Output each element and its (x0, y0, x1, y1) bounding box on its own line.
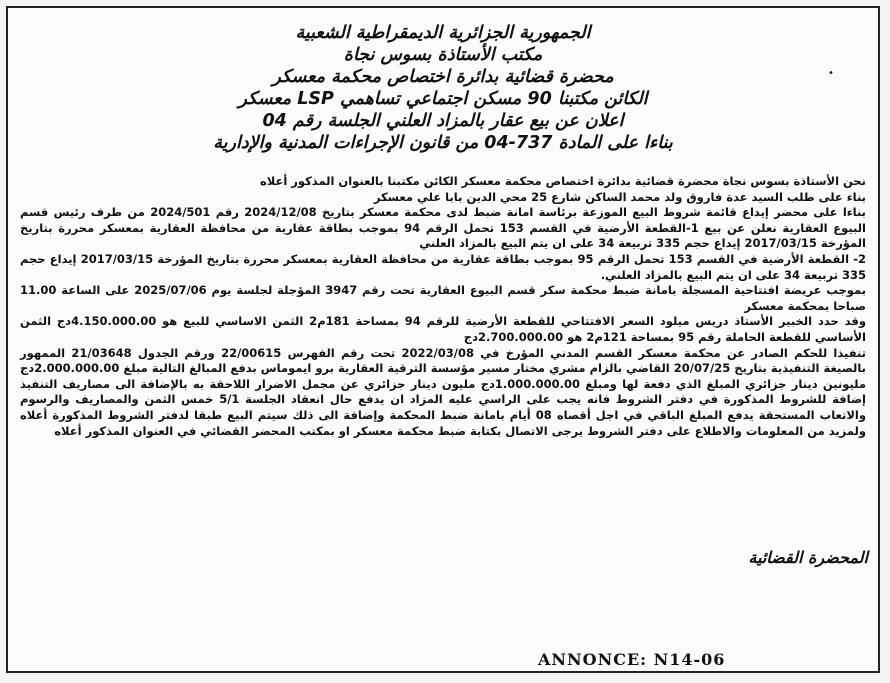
body-paragraph-valuation: وقد حدد الخبير الأستاذ دريس ميلود السعر الافتتاحي للقطعة الأرضية للرقم 94 بمساحة 181م2 الثمن الاساسي للبيع هو 4.150.000.00دج الثمن الأساسي للقطعة الحاملة رقم 95 بمساحة 121م2 هو 2.700.000.00دج (20, 314, 866, 344)
header-office: مكتب الأستاذة بسوس نجاة (343, 45, 543, 65)
header-legal-basis: بناءا على المادة 737-04 من قانون الإجراءات المدنية والإدارية (213, 133, 673, 153)
body-paragraph-intro: نحن الأستاذة بسوس نجاة محضرة قضائية بدائرة اختصاص محكمة معسكر الكائن مكتبنا بالعنوان المذكور أعلاه (259, 174, 866, 188)
announcement-header (8, 22, 878, 154)
annonce-reference: ANNONCE: N14-06 (538, 650, 726, 669)
header-bailiff-jurisdiction: محضرة قضائية بدائرة اختصاص محكمة معسكر (272, 67, 614, 87)
body-paragraph-lot-2: 2- القطعة الأرضية في القسم 153 تحمل الرقم 95 بموجب بطاقة عقارية من محافظة العقارية بمعسكر محررة بتاريخ المؤرخة 2017/03/15 إيداع حجم 335 تربيعة 34 على ان يتم البيع بالمزاد العلني. (20, 251, 866, 282)
body-paragraph-request: بناء على طلب السيد عدة فاروق ولد محمد الساكن شارع 25 محي الدين بابا علي معسكر (373, 189, 866, 204)
body-paragraph-hearing: بموجب عريضة افتتاحية المسجلة بامانة ضبط محكمة سكر قسم البيوع العقارية تحت رقم 3947 المؤجلة لجلسة يوم 2025/07/06 على الساعة 11.00 صباحا بمحكمة معسكر (20, 283, 867, 313)
header-republic: الجمهورية الجزائرية الديمقراطية الشعبية (295, 23, 591, 43)
body-paragraph-judgment: تنفيذا للحكم الصادر عن محكمة معسكر القسم المدني المؤرخ في 2022/03/08 تحت رقم الفهرس 22/00615 ورقم الجدول 21/03648 الممهور بالصيغة التنفيذية بتاريخ 20/07/25 القاضي بالزام مشري مختار مسير مؤسسة الترقية العقارية برو ايموماس بدفع المبالغ التالية مبلغ 2.000.000.00دج مليونين دينار جزائري المبلغ الذي دفعة لها ومبلغ 1.000.000.00دج مليون دينار جزائري عن مجمل الاضرار اللاحقة به بالإضافة الى مصاريف التنفيذ إضافة للشروط المذكورة في دفتر الشروط فانه يجب على الراسي عليه المزاد ان يدفع حال انعقاد الجلسة 5/1 خمس الثمن والمصاريف والرسوم والاتعاب المستحقة يدفع المبلغ الباقي في اجل أقصاه 08 أيام بامانة ضبط المحكمة وإضافة الى ذلك سيتم البيع طبقا لدفتر الشروط المذكورة أعلاه ولمزيد من المعلومات والاطلاع على دفتر الشروط يرجى الاتصال بكتابة ضبط محكمة معسكر او بمكتب المحضر القضائي في العنوان المذكور أعلاه (20, 345, 866, 438)
bailiff-signature: المحضرة القضائية (748, 548, 868, 567)
announcement-frame (6, 6, 880, 673)
stray-dot: • (828, 68, 834, 79)
header-office-address: الكائن مكتبنا 90 مسكن اجتماعي تساهمي LSP معسكر (238, 89, 648, 109)
body-paragraph-lot-1: بناءا على محضر إيداع قائمة شروط البيع الموزعة برئاسة امانة ضبط لدى محكمة معسكر بتاريخ 2024/12/08 رقم 2024/501 من طرف رئيس قسم البيوع العقارية نعلن عن بيع 1-القطعة الأرضية في القسم 153 تحمل الرقم 94 بموجب بطاقة عقارية من محافظة العقارية بمعسكر محررة بتاريخ المؤرخة 2017/03/15 إيداع حجم 335 تربيعة 34 على ان يتم البيع بالمزاد العلني (20, 205, 867, 251)
announcement-body (20, 174, 866, 439)
header-auction-title: اعلان عن بيع عقار بالمزاد العلني الجلسة رقم 04 (262, 111, 624, 131)
